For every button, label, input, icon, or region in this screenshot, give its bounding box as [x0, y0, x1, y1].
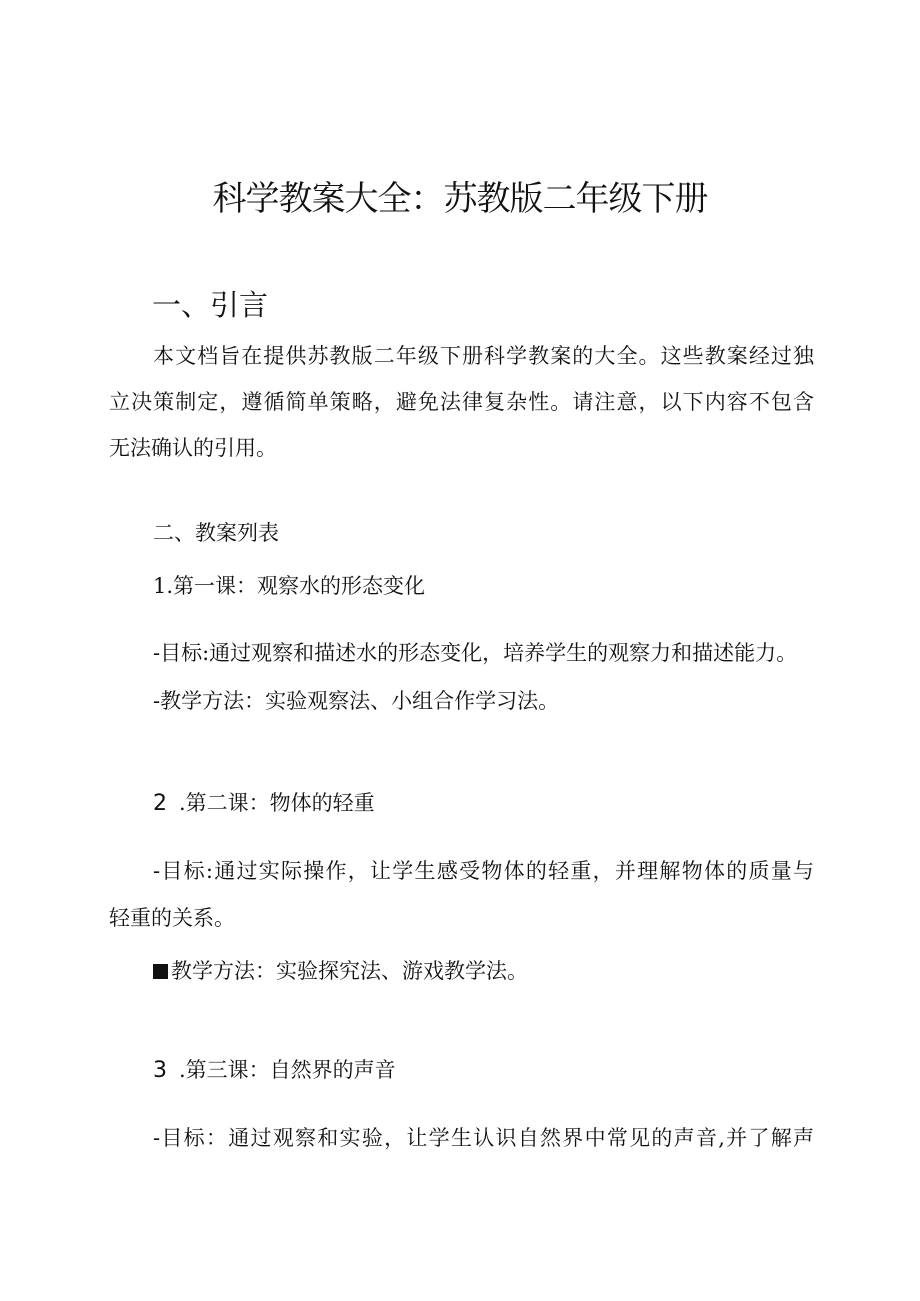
lesson-2-method	[153, 955, 858, 985]
intro-paragraph-line-2: 立决策制定，遵循简单策略，避免法律复杂性。请注意，以下内容不包含	[109, 390, 814, 414]
page-title: 科学教案大全：苏教版二年级下册	[212, 179, 708, 219]
lesson-2-method-text: 教学方法：实验探究法、游戏教学法。	[171, 959, 528, 983]
section-heading-lesson-list: 二、教案列表	[153, 521, 279, 545]
lesson-3-goal-line-1: -目标：通过观察和实验，让学生认识自然界中常见的声音,并了解声	[153, 1126, 814, 1150]
lesson-1-goal: -目标:通过观察和描述水的形态变化，培养学生的观察力和描述能力。	[153, 641, 798, 665]
lesson-2-goal-line-1: -目标:通过实际操作，让学生感受物体的轻重，并理解物体的质量与	[153, 859, 814, 883]
lesson-2-title	[153, 787, 858, 817]
lesson-2-title-text: .第二课：物体的轻重	[179, 791, 375, 815]
section-heading-intro: 一、引言	[152, 288, 269, 322]
lesson-2-number: 2	[153, 791, 167, 816]
lesson-1-title: 1.第一课：观察水的形态变化	[153, 574, 426, 598]
intro-paragraph-line-1: 本文档旨在提供苏教版二年级下册科学教案的大全。这些教案经过独	[153, 344, 814, 368]
lesson-2-goal-line-2: 轻重的关系。	[109, 906, 235, 930]
lesson-3-title-text: .第三课：自然界的声音	[179, 1058, 396, 1082]
intro-paragraph-line-3: 无法确认的引用。	[109, 436, 277, 460]
lesson-1-method: -教学方法：实验观察法、小组合作学习法。	[153, 689, 560, 713]
lesson-3-title	[153, 1054, 858, 1084]
lesson-3-number: 3	[153, 1058, 167, 1083]
square-bullet-icon	[153, 964, 168, 979]
